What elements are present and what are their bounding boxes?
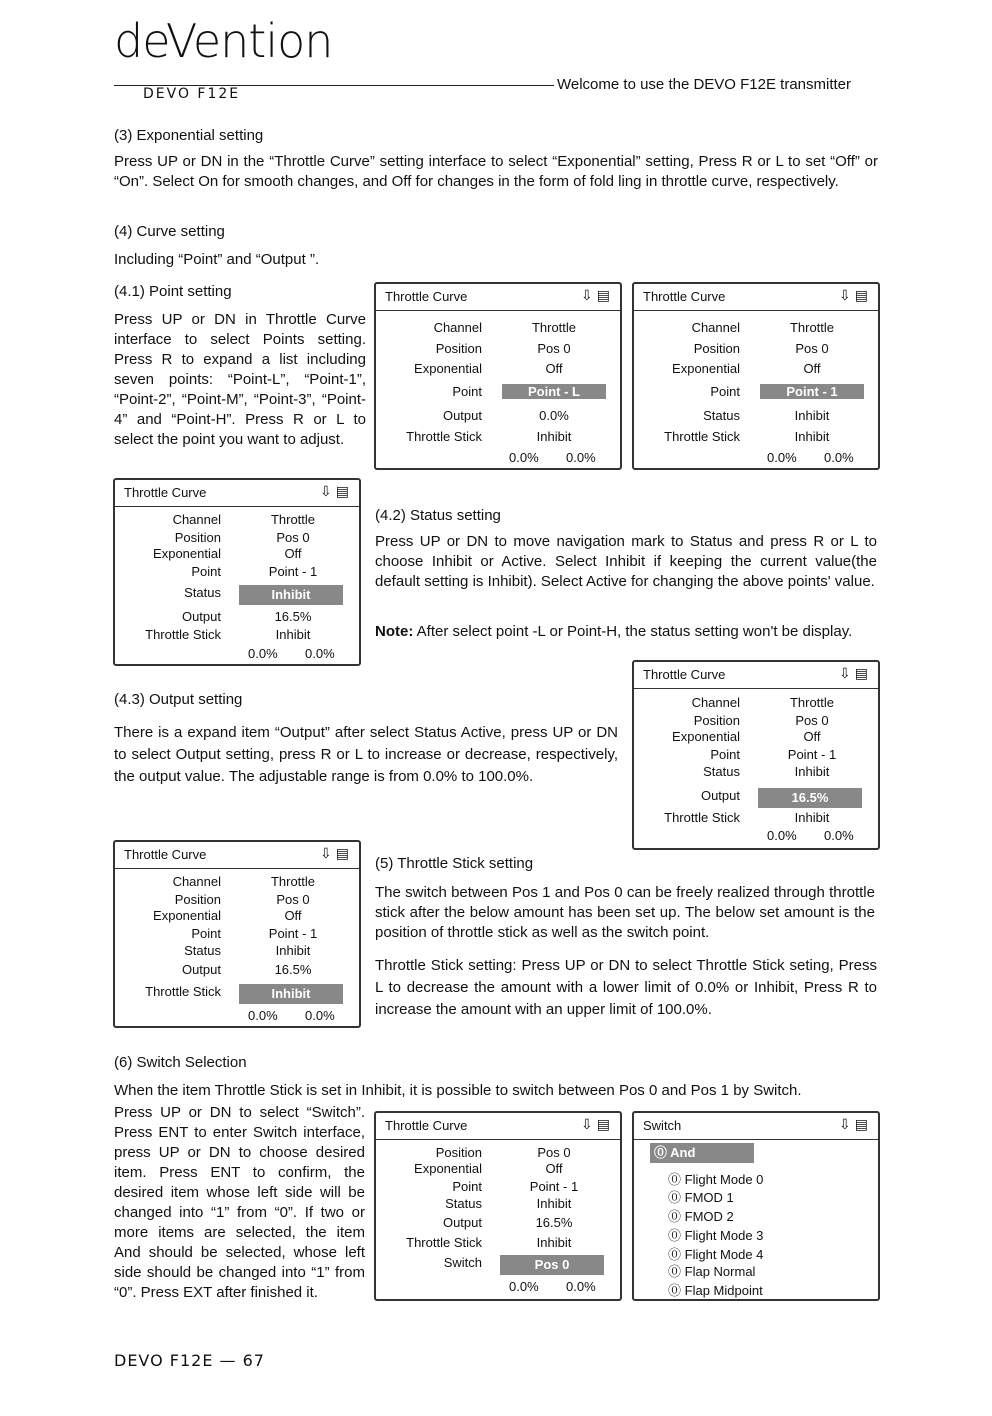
row-label: Status bbox=[445, 1196, 482, 1211]
curve-value: 0.0% bbox=[566, 450, 596, 465]
row-value: Pos 0 bbox=[537, 341, 571, 356]
screen-title: Throttle Curve bbox=[124, 847, 207, 862]
curve-value: 0.0% bbox=[305, 646, 335, 661]
row-value: 16.5% bbox=[274, 962, 312, 977]
row-label: Exponential bbox=[672, 361, 740, 376]
row-label: Output bbox=[442, 408, 482, 423]
row-label: Channel bbox=[172, 874, 221, 889]
section-heading: (4.2) Status setting bbox=[375, 507, 501, 524]
row-label: Output bbox=[181, 609, 221, 624]
switch-state-icon: ⓪ bbox=[668, 1264, 682, 1279]
row-value: Inhibit bbox=[536, 1196, 572, 1211]
row-label: Status bbox=[703, 764, 740, 779]
row-label: Status bbox=[184, 585, 221, 600]
screen-title: Throttle Curve bbox=[643, 289, 726, 304]
switch-state-icon: ⓪ bbox=[654, 1145, 668, 1160]
selected-value[interactable]: Pos 0 bbox=[500, 1255, 604, 1275]
switch-item-label: FMOD 1 bbox=[684, 1190, 734, 1205]
section-body: Press UP or DN to move navigation mark to Status and press R or L to choose Inhibit or Active. Select Inhibit if keeping the current value(the default setting is Inhibit). Select Active for changing the above points' value. bbox=[375, 533, 877, 590]
screen-title: Throttle Curve bbox=[385, 1118, 468, 1133]
row-value: Off bbox=[803, 729, 821, 744]
row-label: Channel bbox=[172, 512, 221, 527]
row-value: Pos 0 bbox=[276, 892, 310, 907]
row-value: Inhibit bbox=[794, 810, 830, 825]
section-heading: (5) Throttle Stick setting bbox=[375, 855, 534, 872]
row-value: Inhibit bbox=[275, 943, 311, 958]
switch-item-label: Flight Mode 3 bbox=[684, 1228, 764, 1243]
row-label: Position bbox=[435, 341, 482, 356]
row-label: Throttle Stick bbox=[145, 984, 221, 999]
stick-value: 0.0% bbox=[509, 450, 539, 465]
section-body: Press UP or DN in the “Throttle Curve” setting interface to select “Exponential” setting, Press R or L to set “Off” or “On”. Select On for smooth changes, and Off for changes in the form of fold ling in throttle curve, respectively. bbox=[114, 153, 878, 190]
download-icon: ⇩ bbox=[320, 483, 336, 499]
row-label: Channel bbox=[691, 320, 740, 335]
header-welcome: Welcome to use the DEVO F12E transmitter bbox=[557, 76, 852, 93]
selected-value[interactable]: Point - L bbox=[502, 384, 606, 399]
row-value: Throttle bbox=[270, 874, 316, 889]
row-label: Status bbox=[703, 408, 740, 423]
row-label: Throttle Stick bbox=[664, 810, 740, 825]
row-label: Exponential bbox=[414, 1161, 482, 1176]
row-value: Off bbox=[545, 361, 563, 376]
switch-state-icon: ⓪ bbox=[668, 1172, 682, 1187]
section-heading: (4.3) Output setting bbox=[114, 691, 243, 708]
section-heading: (3) Exponential setting bbox=[114, 127, 264, 144]
battery-icon: ▤ bbox=[596, 287, 614, 303]
row-label: Output bbox=[700, 788, 740, 803]
row-label: Throttle Stick bbox=[406, 1235, 482, 1250]
curve-value: 0.0% bbox=[305, 1008, 335, 1023]
row-value: Point - 1 bbox=[787, 747, 837, 762]
row-value: Point - 1 bbox=[268, 926, 318, 941]
row-label: Exponential bbox=[153, 908, 221, 923]
selected-value[interactable]: Inhibit bbox=[239, 585, 343, 605]
switch-item[interactable] bbox=[668, 1169, 763, 1188]
download-icon: ⇩ bbox=[839, 287, 855, 303]
throttle-curve-screen bbox=[113, 478, 361, 666]
row-label: Exponential bbox=[672, 729, 740, 744]
switch-state-icon: ⓪ bbox=[668, 1209, 682, 1224]
section-body: There is a expand item “Output” after select Status Active, press UP or DN to select Output setting, press R or L to increase or decrease, respectively, the output value. The adjustable range is from 0.0% to 100.0%. bbox=[114, 724, 618, 785]
row-value: Throttle bbox=[531, 320, 577, 335]
row-label: Exponential bbox=[414, 361, 482, 376]
row-value: Inhibit bbox=[275, 627, 311, 642]
stick-value: 0.0% bbox=[767, 450, 797, 465]
stick-value: 0.0% bbox=[248, 646, 278, 661]
section-body: Press UP or DN in Throttle Curve interface to select Points setting. Press R to expand a list including seven points: “Point-L”, “Point-1”, “Point-2”, “Point-M”, “Point-3”, “Point-4” and “Point-H”. Press R or L to select the point you want to adjust. bbox=[114, 311, 366, 448]
row-label: Point bbox=[191, 926, 221, 941]
brand-logo: deVention bbox=[114, 14, 333, 68]
throttle-curve-screen bbox=[632, 282, 880, 470]
section-heading: (4) Curve setting bbox=[114, 223, 225, 240]
switch-item-label: Flight Mode 0 bbox=[684, 1172, 764, 1187]
screen-title: Throttle Curve bbox=[643, 667, 726, 682]
row-label: Position bbox=[693, 713, 740, 728]
model-name: DEVO F12E bbox=[143, 86, 241, 102]
row-value: Pos 0 bbox=[795, 341, 829, 356]
row-label: Throttle Stick bbox=[664, 429, 740, 444]
switch-item[interactable] bbox=[668, 1261, 755, 1280]
row-label: Throttle Stick bbox=[406, 429, 482, 444]
row-label: Output bbox=[442, 1215, 482, 1230]
switch-state-icon: ⓪ bbox=[668, 1190, 682, 1205]
row-label: Throttle Stick bbox=[145, 627, 221, 642]
row-value: 0.0% bbox=[539, 408, 569, 423]
row-label: Point bbox=[452, 1179, 482, 1194]
row-label: Status bbox=[184, 943, 221, 958]
row-value: Throttle bbox=[789, 320, 835, 335]
row-label: Output bbox=[181, 962, 221, 977]
row-label: Point bbox=[710, 747, 740, 762]
download-icon: ⇩ bbox=[839, 1116, 855, 1132]
throttle-curve-screen bbox=[113, 840, 361, 1028]
switch-item[interactable] bbox=[668, 1206, 734, 1225]
screen-title: Throttle Curve bbox=[124, 485, 207, 500]
curve-value: 0.0% bbox=[566, 1279, 596, 1294]
selected-value[interactable]: Inhibit bbox=[239, 984, 343, 1004]
row-value: Off bbox=[545, 1161, 563, 1176]
stick-value: 0.0% bbox=[767, 828, 797, 843]
selected-value[interactable]: Point - 1 bbox=[760, 384, 864, 399]
row-label: Position bbox=[174, 892, 221, 907]
battery-icon: ▤ bbox=[854, 1116, 872, 1132]
download-icon: ⇩ bbox=[320, 845, 336, 861]
section-body: Including “Point” and “Output ”. bbox=[114, 251, 320, 268]
battery-icon: ▤ bbox=[854, 665, 872, 681]
download-icon: ⇩ bbox=[839, 665, 855, 681]
section-body: Press UP or DN to select “Switch”. Press ENT to enter Switch interface, press UP or DN to choose desired item. Press ENT to confirm, the desired item whose left side will be changed into “1” from “0”. If two or more items are selected, the item And should be selected, whose left side should be changed into “1” from “0”. Press EXT after finished it. bbox=[114, 1104, 365, 1301]
row-value: Inhibit bbox=[536, 1235, 572, 1250]
section-heading: (4.1) Point setting bbox=[114, 283, 232, 300]
switch-state-icon: ⓪ bbox=[668, 1247, 682, 1262]
row-label: Exponential bbox=[153, 546, 221, 561]
row-value: Pos 0 bbox=[276, 530, 310, 545]
stick-value: 0.0% bbox=[509, 1279, 539, 1294]
row-value: Throttle bbox=[270, 512, 316, 527]
battery-icon: ▤ bbox=[854, 287, 872, 303]
switch-state-icon: ⓪ bbox=[668, 1228, 682, 1243]
row-value: Off bbox=[284, 546, 302, 561]
note-text: After select point -L or Point-H, the status setting won't be display. bbox=[413, 623, 853, 640]
battery-icon: ▤ bbox=[335, 483, 353, 499]
row-label: Switch bbox=[443, 1255, 482, 1270]
switch-item-label: Flap Normal bbox=[684, 1264, 756, 1279]
row-value: Throttle bbox=[789, 695, 835, 710]
selected-value[interactable]: 16.5% bbox=[758, 788, 862, 808]
page-number: DEVO F12E — 67 bbox=[114, 1351, 265, 1370]
throttle-curve-screen bbox=[374, 282, 622, 470]
row-label: Position bbox=[174, 530, 221, 545]
row-value: Off bbox=[803, 361, 821, 376]
switch-item[interactable] bbox=[668, 1225, 763, 1244]
row-value: Point - 1 bbox=[268, 564, 318, 579]
throttle-curve-screen bbox=[632, 660, 880, 850]
switch-item-selected[interactable] bbox=[650, 1143, 754, 1163]
download-icon: ⇩ bbox=[581, 1116, 597, 1132]
row-label: Point bbox=[710, 384, 740, 399]
row-value: 16.5% bbox=[535, 1215, 573, 1230]
row-value: Inhibit bbox=[794, 408, 830, 423]
battery-icon: ▤ bbox=[335, 845, 353, 861]
curve-value: 0.0% bbox=[824, 828, 854, 843]
screen-title: Throttle Curve bbox=[385, 289, 468, 304]
row-value: Point - 1 bbox=[529, 1179, 579, 1194]
row-value: Pos 0 bbox=[795, 713, 829, 728]
row-value: Pos 0 bbox=[537, 1145, 571, 1160]
switch-state-icon: ⓪ bbox=[668, 1283, 682, 1298]
stick-value: 0.0% bbox=[248, 1008, 278, 1023]
row-value: Inhibit bbox=[794, 429, 830, 444]
row-label: Channel bbox=[691, 695, 740, 710]
row-value: Inhibit bbox=[794, 764, 830, 779]
row-value: Inhibit bbox=[536, 429, 572, 444]
section-body: When the item Throttle Stick is set in Inhibit, it is possible to switch between Pos 0 and Pos 1 by Switch. bbox=[114, 1082, 802, 1099]
note-label: Note: bbox=[375, 623, 414, 640]
switch-item-label: And bbox=[670, 1145, 696, 1160]
switch-item-label: Flight Mode 4 bbox=[684, 1247, 764, 1262]
battery-icon: ▤ bbox=[596, 1116, 614, 1132]
throttle-curve-screen bbox=[374, 1111, 622, 1301]
row-label: Point bbox=[452, 384, 482, 399]
switch-screen bbox=[632, 1111, 880, 1301]
section-body: Throttle Stick setting: Press UP or DN to select Throttle Stick seting, Press L to decrease the amount with a lower limit of 0.0% or Inhibit, Press R to increase the amount with an upper limit of 100.0%. bbox=[375, 957, 877, 1018]
row-label: Point bbox=[191, 564, 221, 579]
section-body: The switch between Pos 1 and Pos 0 can be freely realized through throttle stick after the below amount has been set up. The below set amount is the position of throttle stick as well as the switch point. bbox=[375, 884, 875, 941]
curve-value: 0.0% bbox=[824, 450, 854, 465]
row-value: Off bbox=[284, 908, 302, 923]
row-label: Position bbox=[435, 1145, 482, 1160]
row-label: Position bbox=[693, 341, 740, 356]
switch-item-label: FMOD 2 bbox=[684, 1209, 734, 1224]
note-paragraph bbox=[375, 622, 885, 642]
download-icon: ⇩ bbox=[581, 287, 597, 303]
switch-item[interactable] bbox=[668, 1280, 763, 1299]
switch-item-label: Flap Midpoint bbox=[684, 1283, 763, 1298]
switch-item[interactable] bbox=[668, 1187, 734, 1206]
section-heading: (6) Switch Selection bbox=[114, 1054, 247, 1071]
row-value: 16.5% bbox=[274, 609, 312, 624]
row-label: Channel bbox=[433, 320, 482, 335]
screen-title: Switch bbox=[643, 1118, 682, 1133]
